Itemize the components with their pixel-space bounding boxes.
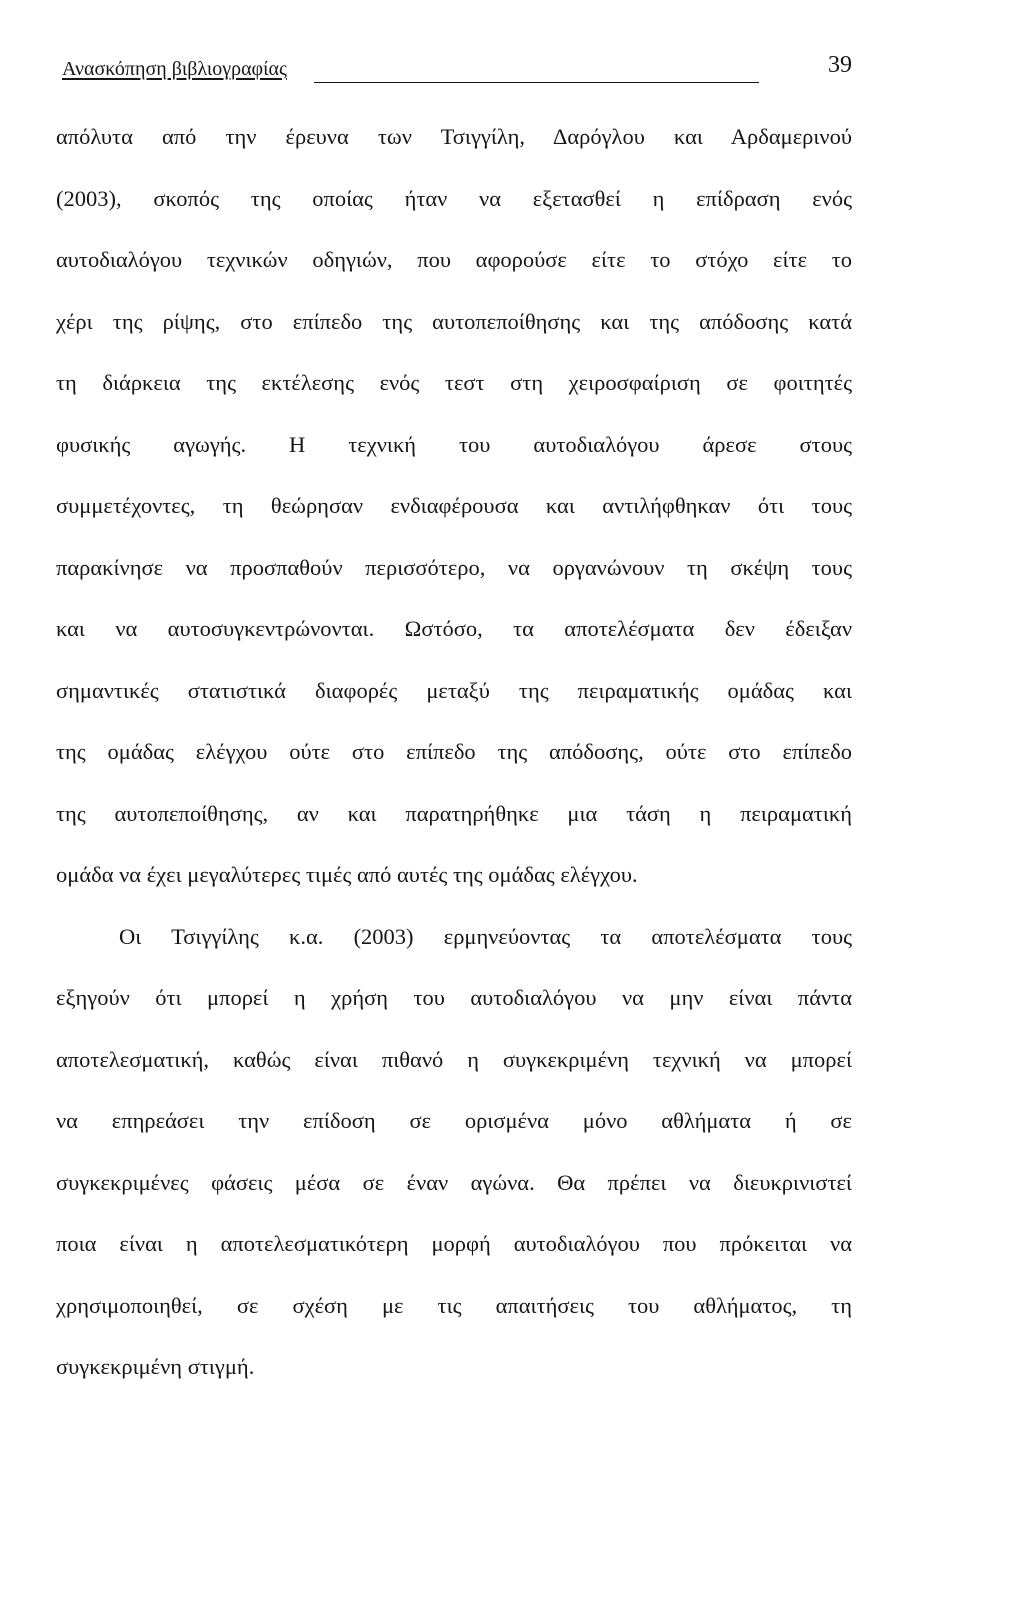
text-line: αυτοδιαλόγου τεχνικών οδηγιών, που αφορούσε είτε το στόχο είτε το bbox=[56, 247, 852, 272]
text-line: χρησιμοποιηθεί, σε σχέση με τις απαιτήσεις του αθλήματος, τη bbox=[56, 1292, 852, 1318]
text-line: Οι Τσιγγίλης κ.α. (2003) ερμηνεύοντας τα αποτελέσματα τους bbox=[119, 923, 852, 949]
text-line: αποτελεσματική, καθώς είναι πιθανό η συγκεκριμένη τεχνική να μπορεί bbox=[56, 1046, 852, 1072]
text-line: ποια είναι η αποτελεσματικότερη μορφή αυτοδιαλόγου που πρόκειται να bbox=[56, 1231, 852, 1256]
text-line: συγκεκριμένη στιγμή. bbox=[56, 1354, 255, 1379]
text-line: (2003), σκοπός της οποίας ήταν να εξετασθεί η επίδραση ενός bbox=[56, 185, 852, 211]
text-line: συμμετέχοντες, τη θεώρησαν ενδιαφέρουσα και αντιλήφθηκαν ότι τους bbox=[56, 493, 852, 518]
text-line: απόλυτα από την έρευνα των Τσιγγίλη, Δαρόγλου και Αρδαμερινού bbox=[56, 124, 852, 149]
text-line: τη διάρκεια της εκτέλεσης ενός τεστ στη χειροσφαίριση σε φοιτητές bbox=[56, 370, 852, 395]
text-line: της ομάδας ελέγχου ούτε στο επίπεδο της απόδοσης, ούτε στο επίπεδο bbox=[56, 739, 852, 764]
page-header bbox=[62, 50, 852, 86]
text-line: της αυτοπεποίθησης, αν και παρατηρήθηκε μια τάση η πειραματική bbox=[56, 800, 852, 826]
text-line: παρακίνησε να προσπαθούν περισσότερο, να οργανώνουν τη σκέψη τους bbox=[56, 554, 852, 580]
text-line: εξηγούν ότι μπορεί η χρήση του αυτοδιαλόγου να μην είναι πάντα bbox=[56, 985, 852, 1010]
text-line: να επηρεάσει την επίδοση σε ορισμένα μόνο αθλήματα ή σε bbox=[56, 1108, 852, 1133]
text-line: συγκεκριμένες φάσεις μέσα σε έναν αγώνα. Θα πρέπει να διευκρινιστεί bbox=[56, 1169, 852, 1195]
paragraph-2 bbox=[56, 906, 852, 1398]
paragraph-1 bbox=[56, 106, 852, 906]
text-line: ομάδα να έχει μεγαλύτερες τιμές από αυτές της ομάδας ελέγχου. bbox=[56, 862, 638, 887]
text-line: χέρι της ρίψης, στο επίπεδο της αυτοπεποίθησης και της απόδοσης κατά bbox=[56, 308, 852, 334]
running-title: Ανασκόπηση βιβλιογραφίας bbox=[62, 58, 287, 80]
page-number: 39 bbox=[828, 52, 852, 78]
text-line: και να αυτοσυγκεντρώνονται. Ωστόσο, τα αποτελέσματα δεν έδειξαν bbox=[56, 616, 852, 641]
body-text bbox=[56, 106, 852, 1398]
header-rule bbox=[314, 82, 759, 83]
text-line: φυσικής αγωγής. Η τεχνική του αυτοδιαλόγου άρεσε στους bbox=[56, 431, 852, 457]
text-line: σημαντικές στατιστικά διαφορές μεταξύ της πειραματικής ομάδας και bbox=[56, 677, 852, 703]
